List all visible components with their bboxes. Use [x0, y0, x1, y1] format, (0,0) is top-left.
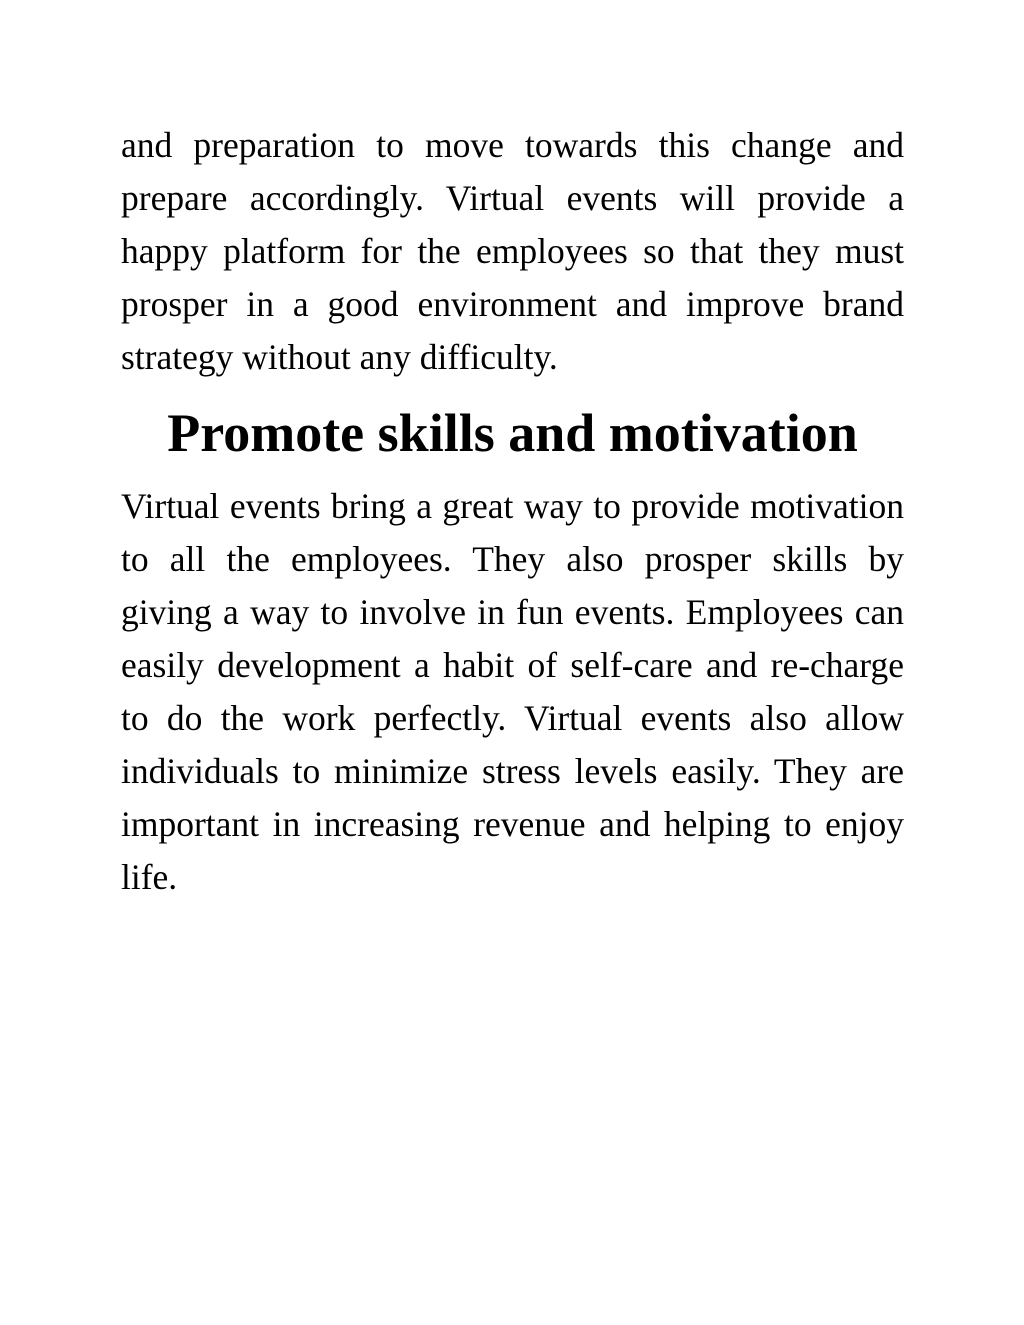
- document-page: [121, 119, 904, 904]
- intro-paragraph: and preparation to move towards this change and prepare accordingly. Virtual events will provide a happy platform for the employees so that they must prosper in a good environment and improve brand strategy without any difficulty.: [121, 125, 904, 377]
- section-paragraph: Virtual events bring a great way to provide motivation to all the employees. They also prosper skills by giving a way to involve in fun events. Employees can easily development a habit of self-care and re-charge to do the work perfectly. Virtual events also allow individuals to minimize stress levels easily. They are important in increasing revenue and helping to enjoy life.: [121, 486, 904, 897]
- section-heading: Promote skills and motivation: [167, 403, 858, 463]
